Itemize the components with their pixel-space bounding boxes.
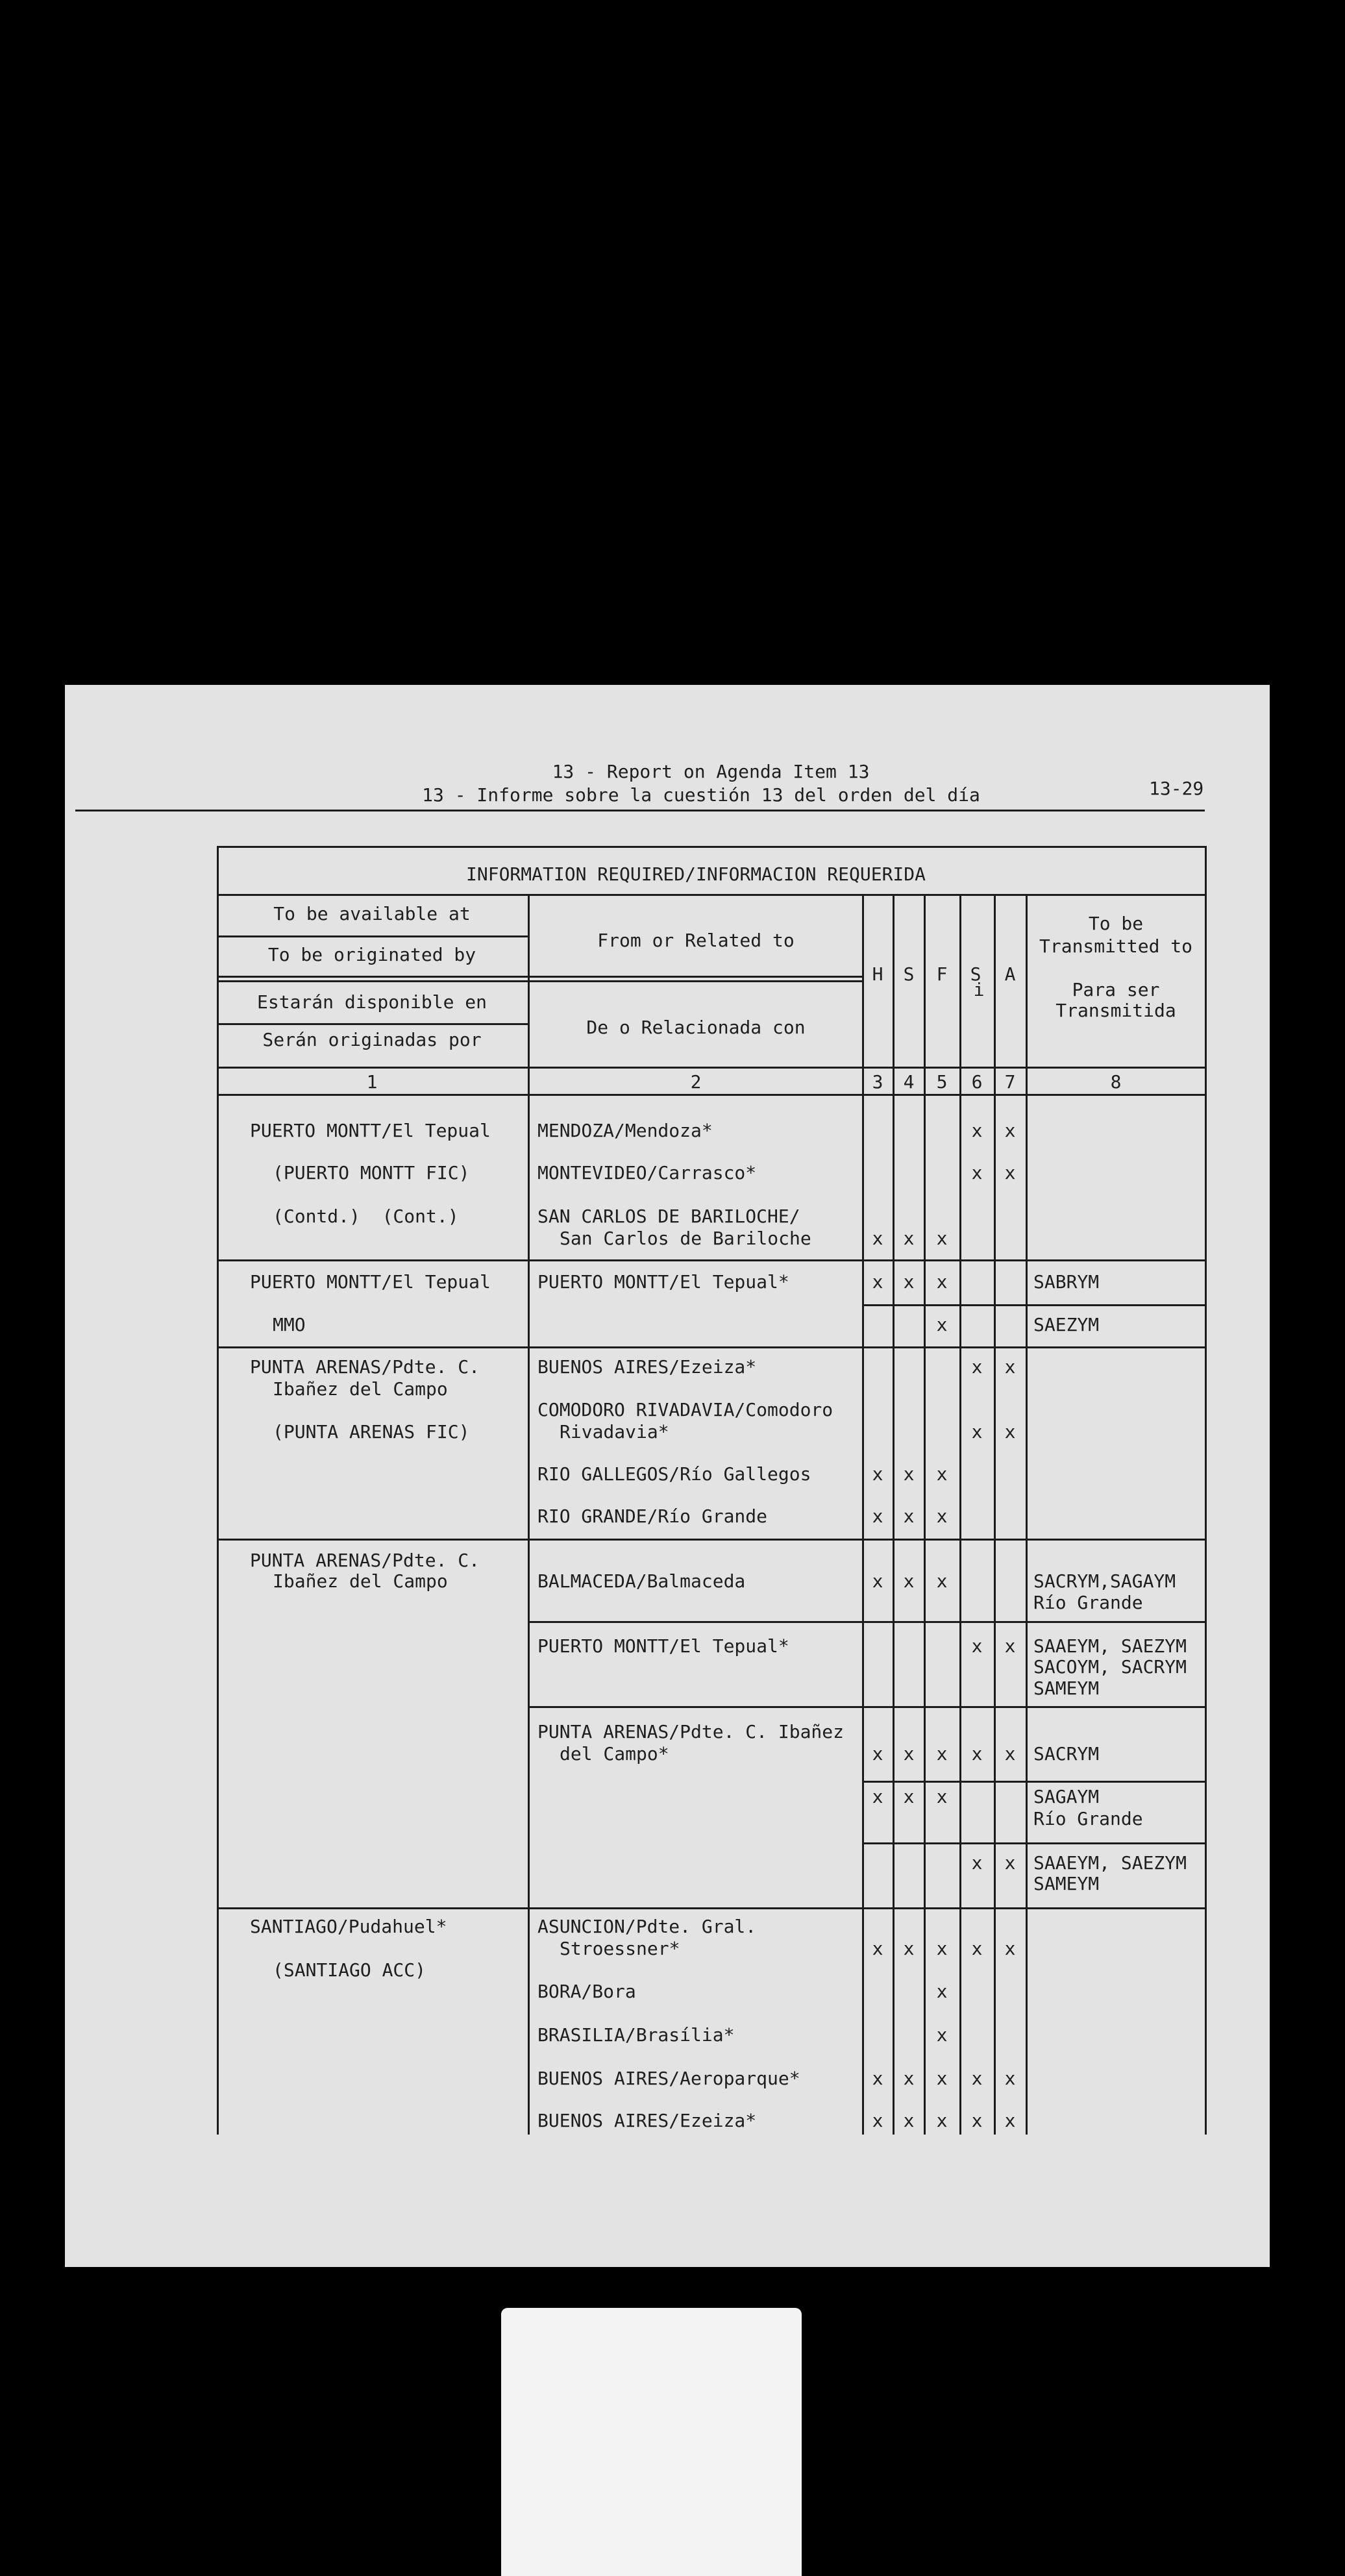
header-rule [75, 810, 1205, 811]
grid-line [862, 1842, 1207, 1844]
from-text: BUENOS AIRES/Aeroparque* [537, 2068, 800, 2089]
check-mark-s: x [903, 1228, 915, 1249]
col-header-si: S [970, 963, 981, 985]
from-text: COMODORO RIVADAVIA/Comodoro [537, 1399, 833, 1420]
grid-line [217, 976, 862, 978]
grid-line [217, 846, 1207, 848]
check-mark-a: x [1004, 1743, 1016, 1765]
from-text: RIO GRANDE/Río Grande [537, 1505, 768, 1527]
col-header-originated-by: To be originated by [267, 944, 476, 965]
transmit-text: SAAEYM, SAEZYM [1033, 1852, 1187, 1874]
col-header-a: A [1004, 963, 1016, 985]
origin-text: (Contd.) (Cont.) [273, 1206, 459, 1227]
from-text: BUENOS AIRES/Ezeiza* [537, 1356, 757, 1378]
check-mark-h: x [872, 1570, 883, 1592]
check-mark-h: x [872, 2110, 883, 2131]
grid-line [1026, 894, 1028, 2135]
transmit-text: SACRYM [1033, 1743, 1100, 1765]
col-number: 3 [872, 1071, 883, 1093]
grid-line [217, 1539, 1207, 1541]
header-line-spanish: 13 - Informe sobre la cuestión 13 del orden del día [422, 784, 980, 806]
grid-line [217, 980, 862, 982]
check-mark-s: x [903, 1938, 915, 1959]
check-mark-a: x [1004, 1938, 1016, 1959]
check-mark-h: x [872, 1505, 883, 1527]
check-mark-s: x [903, 1271, 915, 1293]
col-header-para-1: Para ser [1072, 979, 1160, 1000]
grid-line [217, 1023, 528, 1025]
page-number: 13-29 [1149, 778, 1204, 799]
check-mark-h: x [872, 1786, 883, 1807]
from-text: BORA/Bora [537, 1981, 636, 2002]
grid-line [217, 1346, 1207, 1348]
check-mark-si: x [971, 1743, 983, 1765]
col-header-transmitted-1: To be [1088, 913, 1144, 934]
transmit-text: Río Grande [1033, 1808, 1143, 1829]
col-header-available-at: To be available at [273, 903, 471, 924]
check-mark-a: x [1004, 2068, 1016, 2089]
check-mark-h: x [872, 1938, 883, 1959]
col-header-s: S [903, 963, 915, 985]
transmit-text: SAEZYM [1033, 1314, 1100, 1335]
col-header-de-relacionada: De o Relacionada con [586, 1017, 806, 1038]
blank-card [501, 2308, 802, 2576]
col-header-f: F [936, 963, 948, 985]
transmit-text: SAMEYM [1033, 1873, 1100, 1894]
origin-text: MMO [273, 1314, 306, 1335]
col-number: 8 [1110, 1071, 1122, 1093]
check-mark-si: x [971, 2068, 983, 2089]
origin-text: (SANTIAGO ACC) [273, 1959, 426, 1981]
grid-line [862, 1304, 1207, 1306]
from-text: PUERTO MONTT/El Tepual* [537, 1271, 789, 1293]
check-mark-si: x [971, 1635, 983, 1657]
check-mark-f: x [936, 2024, 948, 2046]
from-text: MENDOZA/Mendoza* [537, 1120, 713, 1141]
check-mark-f: x [936, 1228, 948, 1249]
grid-line [528, 1706, 1207, 1708]
check-mark-h: x [872, 1743, 883, 1765]
grid-line [217, 1259, 1207, 1261]
check-mark-si: x [971, 1852, 983, 1874]
grid-line [217, 1067, 1207, 1069]
check-mark-si: x [971, 1162, 983, 1183]
from-text: PUNTA ARENAS/Pdte. C. Ibañez [537, 1721, 845, 1742]
from-text: ASUNCION/Pdte. Gral. [537, 1916, 757, 1937]
check-mark-a: x [1004, 2110, 1016, 2131]
col-number: 6 [971, 1071, 983, 1093]
from-text: RIO GALLEGOS/Río Gallegos [537, 1463, 811, 1485]
check-mark-f: x [936, 2068, 948, 2089]
origin-text: PUNTA ARENAS/Pdte. C. [250, 1550, 480, 1571]
origin-text: PUNTA ARENAS/Pdte. C. [250, 1356, 480, 1378]
origin-text: (PUNTA ARENAS FIC) [273, 1421, 470, 1443]
from-text: BRASILIA/Brasília* [537, 2024, 735, 2046]
col-header-para-2: Transmitida [1055, 1000, 1176, 1021]
grid-line [217, 846, 219, 2135]
col-number: 7 [1004, 1071, 1016, 1093]
origin-text: PUERTO MONTT/El Tepual [250, 1120, 491, 1141]
check-mark-s: x [903, 1786, 915, 1807]
check-mark-h: x [872, 1271, 883, 1293]
check-mark-f: x [936, 1505, 948, 1527]
grid-line [217, 894, 1207, 896]
col-header-from-related: From or Related to [597, 930, 795, 951]
table-title: INFORMATION REQUIRED/INFORMACION REQUERIDA [465, 863, 926, 885]
transmit-text: SAAEYM, SAEZYM [1033, 1635, 1187, 1657]
grid-line [959, 894, 961, 2135]
check-mark-si: x [971, 2110, 983, 2131]
col-number: 4 [903, 1071, 915, 1093]
check-mark-s: x [903, 1463, 915, 1485]
from-text: SAN CARLOS DE BARILOCHE/ [537, 1206, 800, 1227]
check-mark-a: x [1004, 1356, 1016, 1378]
check-mark-s: x [903, 2110, 915, 2131]
transmit-text: SAMEYM [1033, 1678, 1100, 1699]
check-mark-s: x [903, 1743, 915, 1765]
from-text: del Campo* [560, 1743, 669, 1765]
check-mark-a: x [1004, 1635, 1016, 1657]
check-mark-s: x [903, 2068, 915, 2089]
transmit-text: SABRYM [1033, 1271, 1100, 1293]
check-mark-f: x [936, 1938, 948, 1959]
col-header-h: H [872, 963, 883, 985]
from-text: MONTEVIDEO/Carrasco* [537, 1162, 757, 1183]
check-mark-f: x [936, 1786, 948, 1807]
transmit-text: Río Grande [1033, 1592, 1143, 1613]
check-mark-si: x [971, 1356, 983, 1378]
grid-line [994, 894, 996, 2135]
from-text: San Carlos de Bariloche [560, 1228, 811, 1249]
grid-line [217, 1907, 1207, 1909]
check-mark-si: x [971, 1421, 983, 1443]
check-mark-h: x [872, 1463, 883, 1485]
check-mark-f: x [936, 2110, 948, 2131]
check-mark-a: x [1004, 1421, 1016, 1443]
check-mark-f: x [936, 1314, 948, 1335]
check-mark-s: x [903, 1570, 915, 1592]
grid-line [893, 894, 895, 2135]
origin-text: PUERTO MONTT/El Tepual [250, 1271, 491, 1293]
origin-text: (PUERTO MONTT FIC) [273, 1162, 470, 1183]
col-header-transmitted-2: Transmitted to [1039, 935, 1193, 957]
grid-line [528, 1621, 1207, 1623]
header-line-english: 13 - Report on Agenda Item 13 [552, 761, 870, 782]
from-text: Stroessner* [560, 1938, 680, 1959]
origin-text: Ibañez del Campo [273, 1570, 448, 1592]
transmit-text: SACOYM, SACRYM [1033, 1656, 1187, 1678]
grid-line [217, 1094, 1207, 1096]
grid-line [862, 894, 864, 2135]
grid-line [1205, 846, 1207, 2135]
check-mark-f: x [936, 1570, 948, 1592]
transmit-text: SAGAYM [1033, 1786, 1100, 1807]
col-number: 5 [936, 1071, 948, 1093]
check-mark-si: x [971, 1120, 983, 1141]
col-header-estaran: Estarán disponible en [256, 991, 487, 1013]
grid-line [862, 1781, 1207, 1783]
origin-text: SANTIAGO/Pudahuel* [250, 1916, 447, 1937]
check-mark-h: x [872, 2068, 883, 2089]
from-text: BALMACEDA/Balmaceda [537, 1570, 746, 1592]
check-mark-f: x [936, 1271, 948, 1293]
grid-line [924, 894, 926, 2135]
check-mark-f: x [936, 1743, 948, 1765]
from-text: Rivadavia* [560, 1421, 669, 1443]
check-mark-a: x [1004, 1120, 1016, 1141]
grid-line [217, 935, 528, 937]
check-mark-s: x [903, 1505, 915, 1527]
check-mark-f: x [936, 1463, 948, 1485]
check-mark-a: x [1004, 1852, 1016, 1874]
check-mark-h: x [872, 1228, 883, 1249]
col-header-si-sub: i [973, 979, 985, 1000]
origin-text: Ibañez del Campo [273, 1378, 448, 1400]
transmit-text: SACRYM,SAGAYM [1033, 1570, 1176, 1592]
col-number: 2 [690, 1071, 702, 1093]
check-mark-f: x [936, 1981, 948, 2002]
col-header-seran: Serán originadas por [262, 1029, 482, 1050]
from-text: PUERTO MONTT/El Tepual* [537, 1635, 789, 1657]
col-number: 1 [366, 1071, 378, 1093]
grid-line [528, 894, 530, 2135]
check-mark-si: x [971, 1938, 983, 1959]
from-text: BUENOS AIRES/Ezeiza* [537, 2110, 757, 2131]
check-mark-a: x [1004, 1162, 1016, 1183]
